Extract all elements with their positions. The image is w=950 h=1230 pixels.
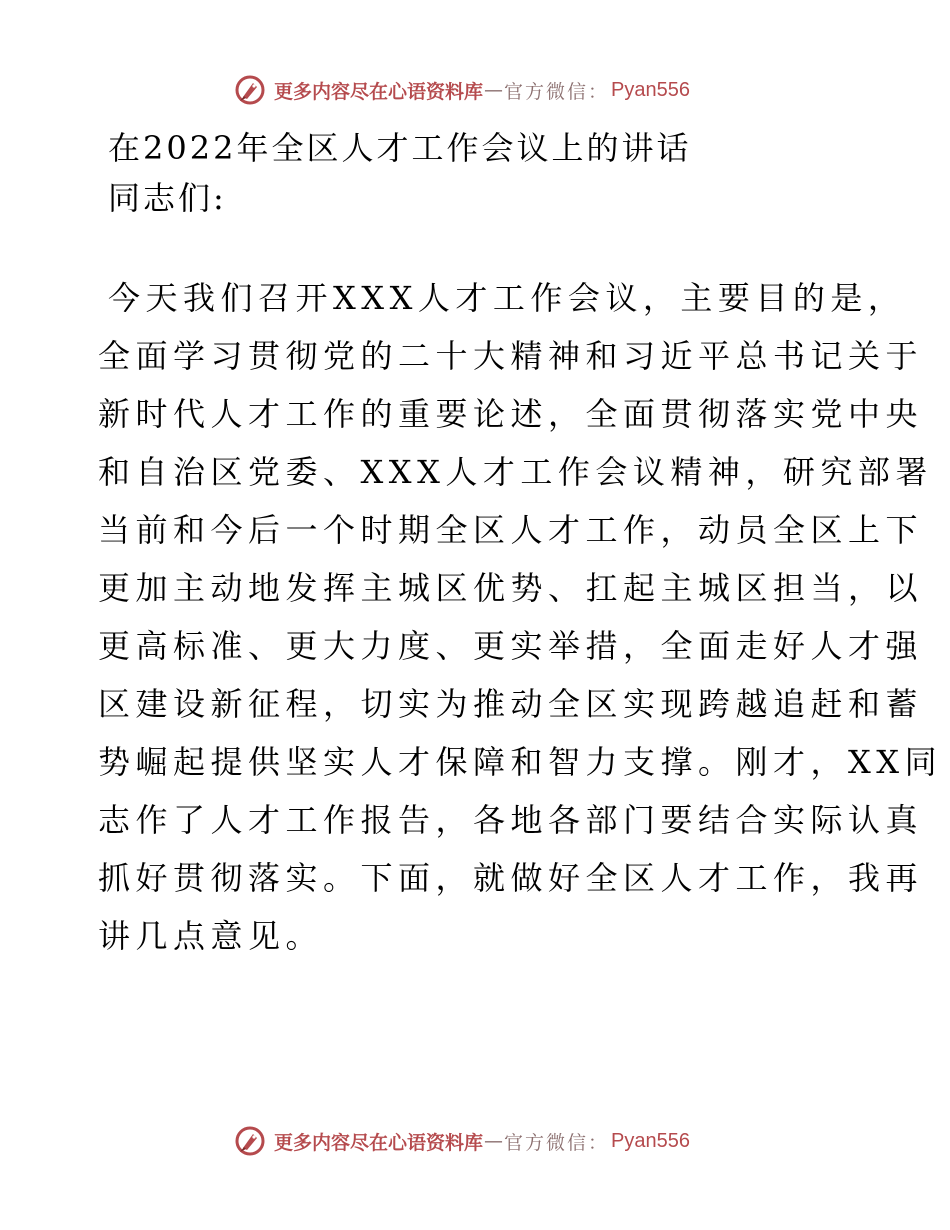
watermark-separator: — [484,1130,504,1152]
body-line: 势崛起提供坚实人才保障和智力支撑。刚才，XX同 [98,743,943,781]
watermark-wechat-handle: Pyan556 [611,78,690,101]
watermark-official-label: 官方微信： [504,80,610,103]
document-body-paragraph [98,274,943,970]
pen-nib-logo-icon [234,74,266,106]
watermark-separator: — [484,79,504,101]
document-title: 在2022年全区人才工作会议上的讲话 [108,129,692,167]
watermark-brand-text: 更多内容尽在心语资料库 [274,1131,484,1154]
footer-watermark-banner [234,1121,690,1161]
body-line: 更高标准、更大力度、更实举措，全面走好人才强 [98,627,924,665]
body-line: 新时代人才工作的重要论述，全面贯彻落实党中央 [98,395,924,433]
body-line: 讲几点意见。 [98,917,324,955]
body-line: 更加主动地发挥主城区优势、扛起主城区担当，以 [98,569,924,607]
document-salutation: 同志们: [108,179,227,217]
body-line: 抓好贯彻落实。下面，就做好全区人才工作，我再 [98,859,924,897]
body-line: 今天我们召开XXX人才工作会议，主要目的是， [108,279,906,317]
watermark-official-label: 官方微信： [504,1131,610,1154]
body-line: 全面学习贯彻党的二十大精神和习近平总书记关于 [98,337,924,375]
body-line: 志作了人才工作报告，各地各部门要结合实际认真 [98,801,924,839]
watermark-wechat-handle: Pyan556 [611,1129,690,1152]
pen-nib-logo-icon [234,1125,266,1157]
body-line: 和自治区党委、XXX人才工作会议精神，研究部署 [98,453,933,491]
body-line: 区建设新征程，切实为推动全区实现跨越追赶和蓄 [98,685,924,723]
body-line: 当前和今后一个时期全区人才工作，动员全区上下 [98,511,924,549]
watermark-brand-text: 更多内容尽在心语资料库 [274,80,484,103]
header-watermark-banner [234,70,690,110]
